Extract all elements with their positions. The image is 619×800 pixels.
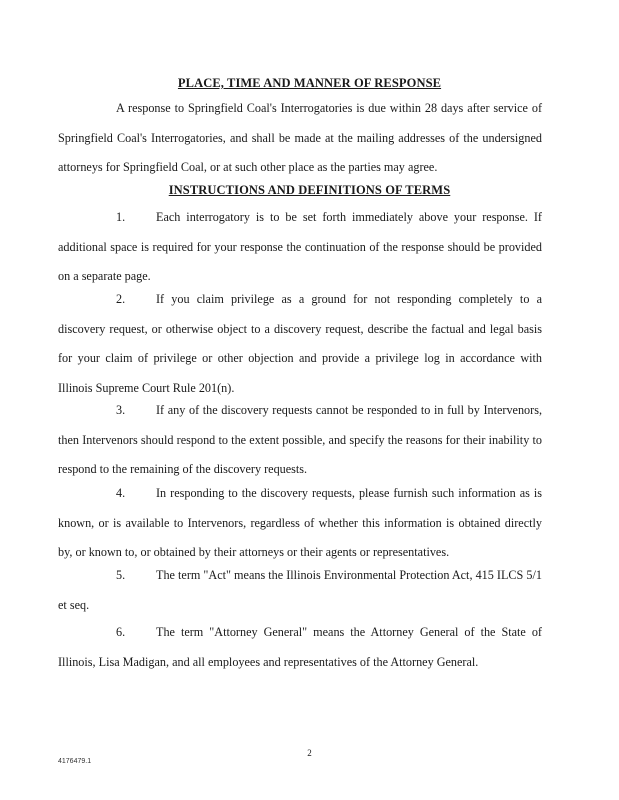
item-text: If any of the discovery requests cannot be responded to in full by Intervenors, then Intervenors should respond to the extent possible, and specify the reasons for their inability to respond to the remaining of the discovery requests. [58, 403, 542, 477]
item-number: 3. [116, 403, 126, 417]
item-number: 5. [116, 568, 126, 582]
page-number: 2 [307, 748, 312, 758]
instruction-item-3 [58, 396, 542, 485]
item-text: The term "Attorney General" means the Attorney General of the State of Illinois, Lisa Madigan, and all employees and representatives of the Attorney General. [58, 625, 542, 669]
instruction-item-4 [58, 479, 542, 568]
item-number: 2. [116, 292, 126, 306]
item-text: The term "Act" means the Illinois Environmental Protection Act, 415 ILCS 5/1 et seq. [58, 568, 542, 612]
item-text: Each interrogatory is to be set forth immediately above your response. If additional space is required for your response the continuation of the response should be provided on a separate page. [58, 210, 542, 284]
document-id: 4176479.1 [58, 758, 92, 765]
instruction-item-6 [58, 618, 542, 677]
item-number: 4. [116, 486, 126, 500]
instruction-item-1 [58, 203, 542, 292]
item-text: If you claim privilege as a ground for not responding completely to a discovery request, or otherwise object to a discovery request, describe the factual and legal basis for your claim of privilege or other objection and provide a privilege log in accordance with Illinois Supreme Court Rule 201(n). [58, 292, 542, 395]
item-text: In responding to the discovery requests, please furnish such information as is known, or is available to Intervenors, regardless of whether this information is obtained directly by, or known to, or obtained by their attorneys or their agents or representatives. [58, 486, 542, 560]
heading-instructions-definitions: INSTRUCTIONS AND DEFINITIONS OF TERMS [168, 183, 451, 197]
item-number: 6. [116, 625, 126, 639]
instruction-item-2 [58, 285, 542, 403]
item-number: 1. [116, 210, 126, 224]
intro-paragraph: A response to Springfield Coal's Interrogatories is due within 28 days after service of Springfield Coal's Interrogatories, and shall be made at the mailing addresses of the undersigned attorneys for Springfield Coal, or at such other place as the parties may agree. [58, 101, 542, 175]
instruction-item-5 [58, 561, 542, 620]
heading-place-time-manner: PLACE, TIME AND MANNER OF RESPONSE [177, 76, 442, 90]
